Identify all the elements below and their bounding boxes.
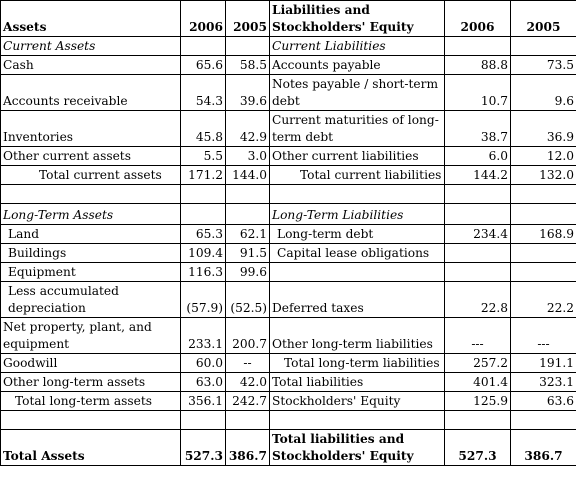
nppe-2006: 233.1 — [181, 318, 226, 354]
oca-label: Other current assets — [1, 147, 181, 166]
cash-label: Cash — [1, 56, 181, 75]
nppe-label: Net property, plant, and equipment — [1, 318, 181, 354]
tlse-2006: 527.3 — [445, 430, 511, 466]
ap-label: Accounts payable — [270, 56, 445, 75]
tl-2006: 401.4 — [445, 373, 511, 392]
section-long-term-assets: Long-Term Assets — [1, 204, 181, 225]
header-liab-2005: 2005 — [511, 1, 576, 37]
table-row — [1, 282, 576, 318]
se-2006: 125.9 — [445, 392, 511, 411]
tcl-label: Total current liabilities — [270, 166, 445, 185]
tlta-2006: 356.1 — [181, 392, 226, 411]
olta-2006: 63.0 — [181, 373, 226, 392]
header-liabilities: Liabilities and Stockholders' Equity — [270, 1, 445, 37]
table-row — [1, 166, 576, 185]
ocl-2005: 12.0 — [511, 147, 576, 166]
spacer-row — [1, 185, 576, 204]
np-2006: 10.7 — [445, 75, 511, 111]
ltd-2006: 234.4 — [445, 225, 511, 244]
tl-label: Total liabilities — [270, 373, 445, 392]
equip-2005: 99.6 — [226, 263, 270, 282]
inv-label: Inventories — [1, 111, 181, 147]
totals-row — [1, 430, 576, 466]
tcl-2005: 132.0 — [511, 166, 576, 185]
inv-2005: 42.9 — [226, 111, 270, 147]
cash-2006: 65.6 — [181, 56, 226, 75]
inv-2006: 45.8 — [181, 111, 226, 147]
tlta-label: Total long-term assets — [1, 392, 181, 411]
table-row — [1, 111, 576, 147]
tltl-2005: 191.1 — [511, 354, 576, 373]
dt-label: Deferred taxes — [270, 282, 445, 318]
header-assets-2005: 2005 — [226, 1, 270, 37]
se-2005: 63.6 — [511, 392, 576, 411]
olta-2005: 42.0 — [226, 373, 270, 392]
tca-label: Total current assets — [1, 166, 181, 185]
cm-2005: 36.9 — [511, 111, 576, 147]
land-2005: 62.1 — [226, 225, 270, 244]
ocl-2006: 6.0 — [445, 147, 511, 166]
ap-2005: 73.5 — [511, 56, 576, 75]
table-row — [1, 56, 576, 75]
table-row — [1, 354, 576, 373]
ar-label: Accounts receivable — [1, 75, 181, 111]
header-assets: Assets — [1, 1, 181, 37]
table-row — [1, 318, 576, 354]
gw-2005: -- — [226, 354, 270, 373]
table-row — [1, 75, 576, 111]
land-label: Land — [1, 225, 181, 244]
oltl-label: Other long-term liabilities — [270, 318, 445, 354]
section-row-current — [1, 37, 576, 56]
nppe-2005: 200.7 — [226, 318, 270, 354]
table-row — [1, 373, 576, 392]
section-current-liabilities: Current Liabilities — [270, 37, 445, 56]
table-row — [1, 147, 576, 166]
ta-2006: 527.3 — [181, 430, 226, 466]
se-label: Stockholders' Equity — [270, 392, 445, 411]
ta-label: Total Assets — [1, 430, 181, 466]
olta-label: Other long-term assets — [1, 373, 181, 392]
tlta-2005: 242.7 — [226, 392, 270, 411]
table-row — [1, 225, 576, 244]
bld-2006: 109.4 — [181, 244, 226, 263]
oca-2005: 3.0 — [226, 147, 270, 166]
section-long-term-liabilities: Long-Term Liabilities — [270, 204, 445, 225]
dt-2005: 22.2 — [511, 282, 576, 318]
np-label: Notes payable / short-term debt — [270, 75, 445, 111]
ocl-label: Other current liabilities — [270, 147, 445, 166]
section-current-assets: Current Assets — [1, 37, 181, 56]
cm-label: Current maturities of long-term debt — [270, 111, 445, 147]
oltl-2005: --- — [511, 318, 576, 354]
oltl-2006: --- — [445, 318, 511, 354]
header-assets-2006: 2006 — [181, 1, 226, 37]
equip-2006: 116.3 — [181, 263, 226, 282]
spacer-row — [1, 411, 576, 430]
tl-2005: 323.1 — [511, 373, 576, 392]
ap-2006: 88.8 — [445, 56, 511, 75]
land-2006: 65.3 — [181, 225, 226, 244]
tcl-2006: 144.2 — [445, 166, 511, 185]
bld-2005: 91.5 — [226, 244, 270, 263]
table-row — [1, 263, 576, 282]
tca-2005: 144.0 — [226, 166, 270, 185]
table-row — [1, 244, 576, 263]
tlse-label: Total liabilities and Stockholders' Equity — [270, 430, 445, 466]
section-row-long-term — [1, 204, 576, 225]
cash-2005: 58.5 — [226, 56, 270, 75]
np-2005: 9.6 — [511, 75, 576, 111]
gw-label: Goodwill — [1, 354, 181, 373]
ar-2006: 54.3 — [181, 75, 226, 111]
clo-label: Capital lease obligations — [270, 244, 445, 263]
lad-2005: (52.5) — [226, 282, 270, 318]
ar-2005: 39.6 — [226, 75, 270, 111]
equip-label: Equipment — [1, 263, 181, 282]
lad-label: Less accumulated depreciation — [1, 282, 181, 318]
table-row — [1, 392, 576, 411]
ltd-2005: 168.9 — [511, 225, 576, 244]
tlse-2005: 386.7 — [511, 430, 576, 466]
header-row — [1, 1, 576, 37]
dt-2006: 22.8 — [445, 282, 511, 318]
tltl-label: Total long-term liabilities — [270, 354, 445, 373]
tca-2006: 171.2 — [181, 166, 226, 185]
bld-label: Buildings — [1, 244, 181, 263]
tltl-2006: 257.2 — [445, 354, 511, 373]
cm-2006: 38.7 — [445, 111, 511, 147]
ta-2005: 386.7 — [226, 430, 270, 466]
lad-2006: (57.9) — [181, 282, 226, 318]
gw-2006: 60.0 — [181, 354, 226, 373]
oca-2006: 5.5 — [181, 147, 226, 166]
header-liab-2006: 2006 — [445, 1, 511, 37]
ltd-label: Long-term debt — [270, 225, 445, 244]
